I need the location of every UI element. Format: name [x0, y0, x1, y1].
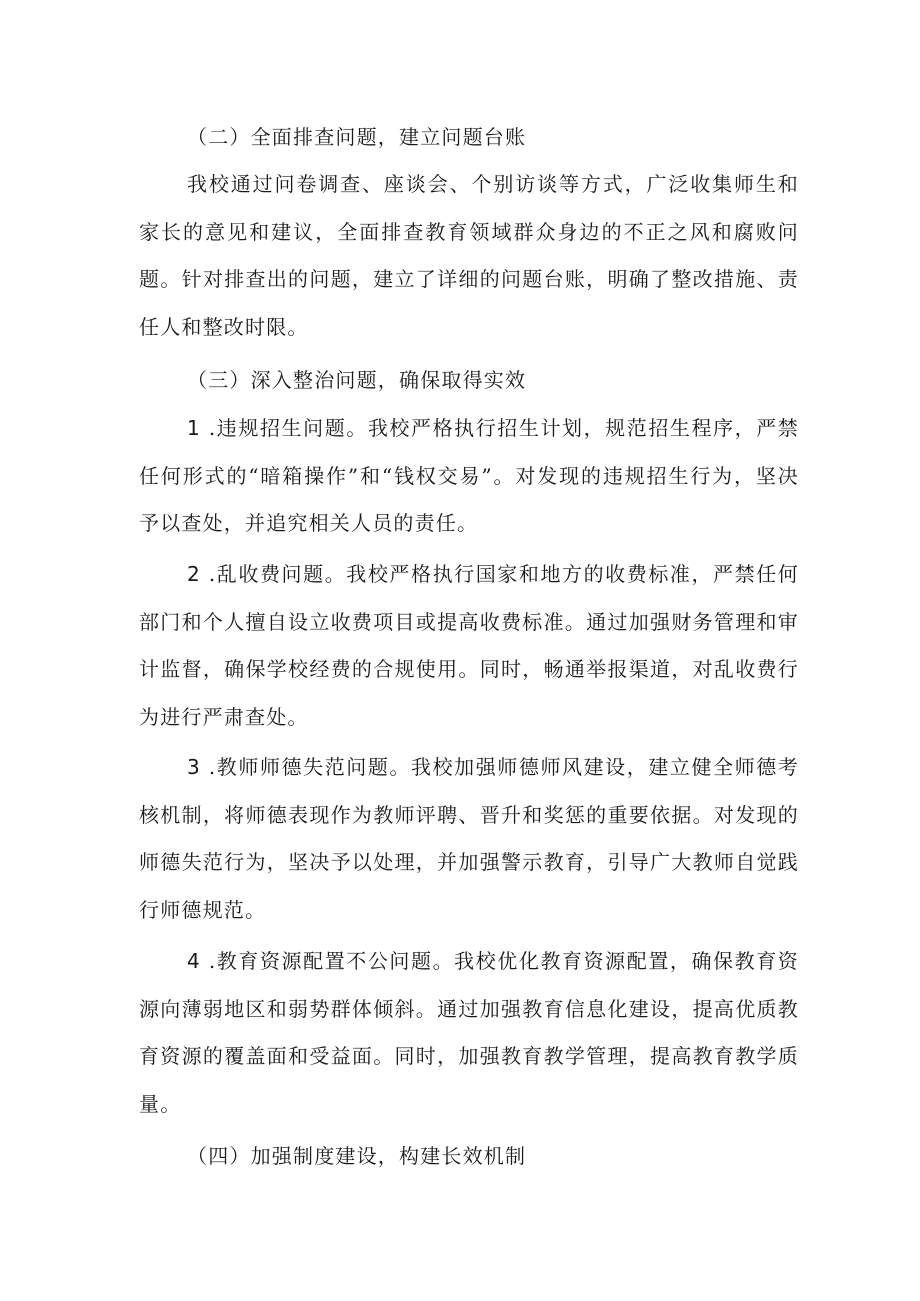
section-3-heading: （三）深入整治问题，确保取得实效 [187, 368, 527, 392]
item-2-number: 2 [187, 562, 201, 586]
item-3-text: .教师师德失范问题。我校加强师德师风建设，建立健全师德考核机制，将师德表现作为教师评聘、晋升和奖惩的重要依据。对发现的师德失范行为，坚决予以处理，并加强警示教育，引导广大教师自觉践行师德规范。 [139, 755, 799, 922]
item-3-paragraph [139, 744, 799, 934]
item-4-paragraph [139, 938, 799, 1128]
section-2-heading: （二）全面排查问题，建立问题台账 [187, 125, 527, 149]
item-4-number: 4 [187, 949, 201, 973]
item-1-text: .违规招生问题。我校严格执行招生计划，规范招生程序，严禁任何形式的“暗箱操作”和“钱权交易”。对发现的违规招生行为，坚决予以查处，并追究相关人员的责任。 [139, 416, 799, 535]
item-1-paragraph [139, 405, 799, 548]
section-4-heading: （四）加强制度建设，构建长效机制 [187, 1144, 527, 1168]
item-2-text: .乱收费问题。我校严格执行国家和地方的收费标准，严禁任何部门和个人擅自设立收费项目或提高收费标准。通过加强财务管理和审计监督，确保学校经费的合规使用。同时，畅通举报渠道，对乱收费行为进行严肃查处。 [139, 562, 799, 729]
section-2-body: 我校通过问卷调查、座谈会、个别访谈等方式，广泛收集师生和家长的意见和建议，全面排查教育领域群众身边的不正之风和腐败问题。针对排查出的问题，建立了详细的问题台账，明确了整改措施、责任人和整改时限。 [139, 172, 799, 339]
item-1-number: 1 [187, 416, 201, 440]
item-4-text: .教育资源配置不公问题。我校优化教育资源配置，确保教育资源向薄弱地区和弱势群体倾斜。通过加强教育信息化建设，提高优质教育资源的覆盖面和受益面。同时，加强教育教学管理，提高教育教学质量。 [139, 949, 799, 1116]
item-3-number: 3 [187, 755, 201, 779]
item-2-paragraph [139, 551, 799, 741]
